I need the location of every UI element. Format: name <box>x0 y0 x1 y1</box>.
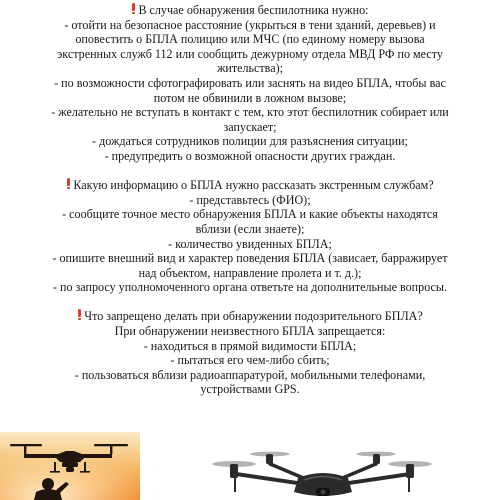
text-line: - отойти на безопасное расстояние (укрыться в тени зданий, деревьев) и <box>64 17 436 32</box>
text-line: При обнаружении неизвестного БПЛА запрещается: <box>114 324 386 339</box>
text-line: - пытаться его чем-либо сбить; <box>170 353 330 368</box>
text-line: - желательно не вступать в контакт с тем, кто этот беспилотник собирает или <box>51 105 449 120</box>
quadcopter-drone-photo <box>212 448 434 500</box>
drone-sunset-illustration <box>0 432 140 500</box>
section-prohibited <box>8 309 492 397</box>
section-heading-line: Что запрещено делать при обнаружении подозрительного БПЛА? <box>84 309 423 324</box>
text-line: потом не обвинили в ложном вызове; <box>153 90 347 105</box>
text-line: оповестить о БПЛА полицию или МЧС (по единому номеру вызова <box>75 32 425 47</box>
section-heading-line: В случае обнаружения беспилотника нужно: <box>138 3 369 17</box>
section-what-to-report <box>8 178 492 295</box>
text-line: экстренных служб 112 или сообщить дежурному отдела МВД РФ по месту <box>57 46 443 61</box>
quadcopter-illustration <box>212 448 434 500</box>
text-line: - по запросу уполномоченного органа ответьте на дополнительные вопросы. <box>52 280 448 295</box>
text-line: - находиться в прямой видимости БПЛА; <box>143 338 357 353</box>
text-line: вблизи (если знаете); <box>195 221 305 236</box>
text-line: - пользоваться вблизи радиоаппаратурой, мобильными телефонами, <box>74 367 426 382</box>
text-line: жительства); <box>217 61 283 76</box>
text-line: - сообщите точное место обнаружения БПЛА и какие объекты находятся <box>62 207 438 222</box>
text-line: - предупредить о возможной опасности других граждан. <box>104 148 396 163</box>
text-line: - представьтесь (ФИО); <box>189 192 311 207</box>
text-line: - количество увиденных БПЛА; <box>168 236 332 251</box>
instructions-text <box>8 3 492 397</box>
section-heading-line: Какую информацию о БПЛА нужно рассказать экстренным службам? <box>73 178 434 193</box>
drone-sunset-photo <box>0 432 140 500</box>
text-line: запускает; <box>223 119 277 134</box>
text-line: - опишите внешний вид и характер поведения БПЛА (зависает, барражирует <box>52 251 448 266</box>
text-line: устройствами GPS. <box>200 382 300 397</box>
section-on-detection <box>8 3 492 164</box>
text-line: - по возможности сфотографировать или заснять на видео БПЛА, чтобы вас <box>54 75 446 90</box>
text-line: над объектом, направление пролета и т. д.); <box>138 265 362 280</box>
text-line: - дождаться сотрудников полиции для разъяснения ситуации; <box>92 134 408 149</box>
